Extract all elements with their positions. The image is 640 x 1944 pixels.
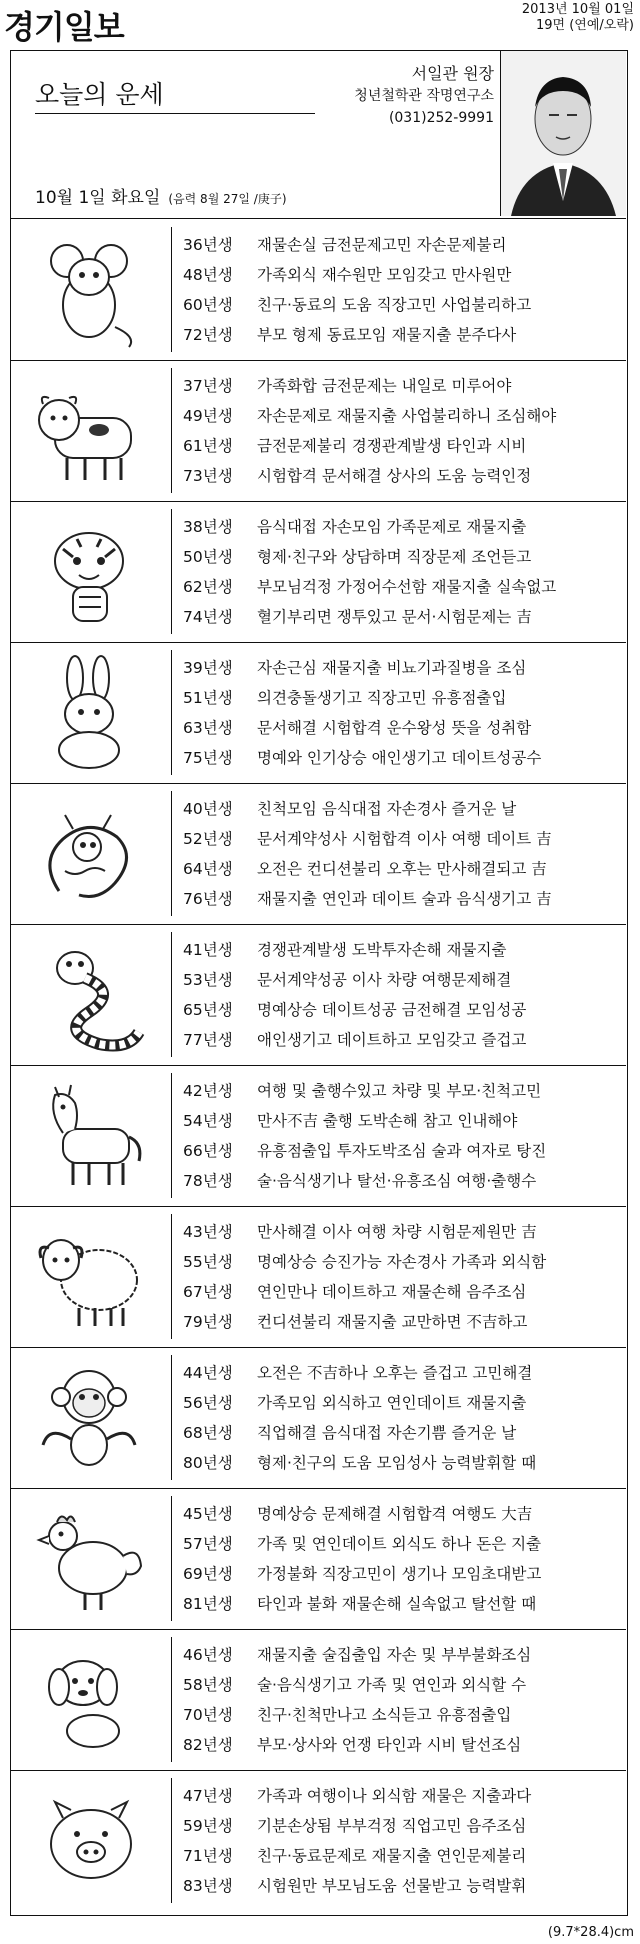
rat-icon xyxy=(19,227,159,353)
row-divider xyxy=(171,650,172,775)
birth-year: 41년생 xyxy=(183,941,233,959)
fortune-line xyxy=(183,748,541,768)
birth-year: 75년생 xyxy=(183,749,233,767)
fortune-line xyxy=(183,376,511,396)
fortune-text: 애인생기고 데이트하고 모임갖고 즐겁고 xyxy=(257,1031,527,1049)
fortune-line xyxy=(183,799,516,819)
portrait-image xyxy=(501,51,626,216)
issue-info xyxy=(522,2,634,34)
fortune-line xyxy=(183,1675,526,1695)
fortune-text: 가족화합 금전문제는 내일로 미루어야 xyxy=(257,377,512,395)
zodiac-row-rat xyxy=(11,219,626,361)
birth-year: 77년생 xyxy=(183,1031,233,1049)
fortune-line xyxy=(183,1846,526,1866)
horse-icon xyxy=(19,1073,159,1199)
tiger-icon xyxy=(19,509,159,635)
fortune-text: 친척모임 음식대접 자손경사 즐거운 날 xyxy=(257,800,517,818)
lunar-date: (음력 8월 27일 /庚子) xyxy=(168,192,287,206)
fortune-text: 만사해결 이사 여행 차량 시험문제원만 吉 xyxy=(257,1223,537,1241)
fortune-line xyxy=(183,466,531,486)
fortune-text: 술·음식생기고 가족 및 연인과 외식할 수 xyxy=(257,1676,527,1694)
author-portrait xyxy=(500,51,626,216)
fortune-text: 컨디션불리 재물지출 교만하면 不吉하고 xyxy=(257,1313,528,1331)
fortune-line xyxy=(183,607,532,627)
fortune-text: 형제·친구와 상담하며 직장문제 조언듣고 xyxy=(257,548,532,566)
row-divider xyxy=(171,1355,172,1480)
row-divider xyxy=(171,509,172,634)
birth-year: 58년생 xyxy=(183,1676,233,1694)
monkey-icon xyxy=(19,1355,159,1481)
horoscope-frame xyxy=(10,50,628,1916)
rooster-icon xyxy=(19,1496,159,1622)
size-note: (9.7*28.4)cm xyxy=(547,1925,634,1940)
fortune-text: 형제·친구의 도움 모임성사 능력발휘할 때 xyxy=(257,1454,537,1472)
birth-year: 80년생 xyxy=(183,1454,233,1472)
birth-year: 47년생 xyxy=(183,1787,233,1805)
zodiac-row-sheep xyxy=(11,1206,626,1348)
birth-year: 70년생 xyxy=(183,1706,233,1724)
fortune-text: 부모님걱정 가정어수선함 재물지출 실속없고 xyxy=(257,578,557,596)
row-divider xyxy=(171,1778,172,1903)
fortune-text: 가족과 여행이나 외식함 재물은 지출과다 xyxy=(257,1787,532,1805)
fortune-line xyxy=(183,1252,546,1272)
zodiac-row-pig xyxy=(11,1770,626,1911)
fortune-line xyxy=(183,1030,526,1050)
birth-year: 49년생 xyxy=(183,407,233,425)
solar-date: 10월 1일 화요일 xyxy=(35,188,161,208)
fortune-line xyxy=(183,436,526,456)
fortune-text: 기분손상됨 부부걱정 직업고민 음주조심 xyxy=(257,1817,527,1835)
birth-year: 67년생 xyxy=(183,1283,233,1301)
fortune-text: 친구·친척만나고 소식듣고 유흥점출입 xyxy=(257,1706,512,1724)
birth-year: 73년생 xyxy=(183,467,233,485)
fortune-line xyxy=(183,1705,511,1725)
row-divider xyxy=(171,1214,172,1339)
birth-year: 44년생 xyxy=(183,1364,233,1382)
birth-year: 78년생 xyxy=(183,1172,233,1190)
fortune-text: 경쟁관계발생 도박투자손해 재물지출 xyxy=(257,941,507,959)
fortune-text: 문서계약성공 이사 차량 여행문제해결 xyxy=(257,971,512,989)
issue-page: 19면 (연예/오락) xyxy=(536,18,634,33)
birth-year: 72년생 xyxy=(183,326,233,344)
fortune-line xyxy=(183,517,526,537)
rabbit-icon xyxy=(19,650,159,776)
fortune-line xyxy=(183,1735,521,1755)
fortune-line xyxy=(183,295,531,315)
zodiac-row-ox xyxy=(11,360,626,502)
zodiac-row-horse xyxy=(11,1065,626,1207)
title-underline xyxy=(35,113,315,114)
fortune-line xyxy=(183,265,511,285)
birth-year: 61년생 xyxy=(183,437,233,455)
fortune-text: 자손문제로 재물지출 사업불리하니 조심해야 xyxy=(257,407,557,425)
zodiac-row-rooster xyxy=(11,1488,626,1630)
fortune-text: 명예상승 승진가능 자손경사 가족과 외식함 xyxy=(257,1253,547,1271)
fortune-text: 의견충돌생기고 직장고민 유흥점출입 xyxy=(257,689,507,707)
fortune-text: 친구·동료문제로 재물지출 연인문제불리 xyxy=(257,1847,527,1865)
birth-year: 37년생 xyxy=(183,377,233,395)
fortune-line xyxy=(183,406,556,426)
birth-year: 79년생 xyxy=(183,1313,233,1331)
fortune-line xyxy=(183,1222,537,1242)
zodiac-row-dragon xyxy=(11,783,626,925)
fortune-text: 시험합격 문서해결 상사의 도움 능력인정 xyxy=(257,467,532,485)
fortune-line xyxy=(183,940,506,960)
page-title: 오늘의 운세 xyxy=(35,80,164,109)
fortune-line xyxy=(183,688,506,708)
fortune-text: 연인만나 데이트하고 재물손해 음주조심 xyxy=(257,1283,527,1301)
birth-year: 71년생 xyxy=(183,1847,233,1865)
fortune-line xyxy=(183,1000,526,1020)
birth-year: 45년생 xyxy=(183,1505,233,1523)
fortune-text: 명예와 인기상승 애인생기고 데이트성공수 xyxy=(257,749,542,767)
fortune-line xyxy=(183,1282,526,1302)
fortune-line xyxy=(183,235,506,255)
horoscope-date xyxy=(35,183,287,208)
fortune-line xyxy=(183,577,556,597)
row-divider xyxy=(171,368,172,493)
fortune-text: 가족 및 연인데이트 외식도 하나 돈은 지출 xyxy=(257,1535,542,1553)
fortune-text: 만사不吉 출행 도박손해 참고 인내해야 xyxy=(257,1112,518,1130)
fortune-line xyxy=(183,1453,536,1473)
fortune-text: 술·음식생기나 탈선·유흥조심 여행·출행수 xyxy=(257,1172,537,1190)
row-divider xyxy=(171,1637,172,1762)
fortune-text: 직업해결 음식대접 자손기쁨 즐거운 날 xyxy=(257,1424,517,1442)
fortune-text: 음식대접 자손모임 가족문제로 재물지출 xyxy=(257,518,527,536)
fortune-line xyxy=(183,1111,517,1131)
sheep-icon xyxy=(19,1214,159,1340)
fortune-text: 문서계약성사 시험합격 이사 여행 데이트 吉 xyxy=(257,830,552,848)
fortune-text: 가정불화 직장고민이 생기나 모임초대받고 xyxy=(257,1565,542,1583)
birth-year: 62년생 xyxy=(183,578,233,596)
author-phone: (031)252-9991 xyxy=(388,110,494,126)
fortune-text: 부모·상사와 언쟁 타인과 시비 탈선조심 xyxy=(257,1736,522,1754)
fortune-line xyxy=(183,1564,541,1584)
fortune-text: 오전은 不吉하나 오후는 즐겁고 고민해결 xyxy=(257,1364,533,1382)
fortune-line xyxy=(183,829,552,849)
horoscope-header xyxy=(11,51,626,219)
birth-year: 39년생 xyxy=(183,659,233,677)
masthead xyxy=(0,0,640,44)
row-divider xyxy=(171,791,172,916)
fortune-text: 명예상승 문제해결 시험합격 여행도 大吉 xyxy=(257,1505,533,1523)
fortune-line xyxy=(183,970,511,990)
birth-year: 54년생 xyxy=(183,1112,233,1130)
birth-year: 76년생 xyxy=(183,890,233,908)
author-info xyxy=(354,63,494,129)
birth-year: 40년생 xyxy=(183,800,233,818)
fortune-line xyxy=(183,658,526,678)
fortune-line xyxy=(183,1393,526,1413)
fortune-text: 유흥점출입 투자도박조심 술과 여자로 탕진 xyxy=(257,1142,547,1160)
birth-year: 81년생 xyxy=(183,1595,233,1613)
zodiac-row-rabbit xyxy=(11,642,626,784)
zodiac-row-snake xyxy=(11,924,626,1066)
birth-year: 60년생 xyxy=(183,296,233,314)
fortune-line xyxy=(183,1363,532,1383)
fortune-line xyxy=(183,1816,526,1836)
fortune-line xyxy=(183,1504,532,1524)
zodiac-row-dog xyxy=(11,1629,626,1771)
fortune-line xyxy=(183,1645,531,1665)
birth-year: 69년생 xyxy=(183,1565,233,1583)
fortune-text: 금전문제불리 경쟁관계발생 타인과 시비 xyxy=(257,437,527,455)
fortune-line xyxy=(183,1312,527,1332)
zodiac-row-monkey xyxy=(11,1347,626,1489)
fortune-text: 여행 및 출행수있고 차량 및 부모·친척고민 xyxy=(257,1082,542,1100)
birth-year: 63년생 xyxy=(183,719,233,737)
birth-year: 46년생 xyxy=(183,1646,233,1664)
fortune-text: 가족모임 외식하고 연인데이트 재물지출 xyxy=(257,1394,527,1412)
birth-year: 65년생 xyxy=(183,1001,233,1019)
birth-year: 59년생 xyxy=(183,1817,233,1835)
fortune-line xyxy=(183,1594,536,1614)
birth-year: 56년생 xyxy=(183,1394,233,1412)
author-organization: 청년철학관 작명연구소 xyxy=(354,88,494,104)
fortune-text: 혈기부리면 쟁투있고 문서·시험문제는 吉 xyxy=(257,608,532,626)
ox-icon xyxy=(19,368,159,494)
dog-icon xyxy=(19,1637,159,1763)
birth-year: 66년생 xyxy=(183,1142,233,1160)
fortune-text: 재물지출 술집출입 자손 및 부부불화조심 xyxy=(257,1646,532,1664)
birth-year: 48년생 xyxy=(183,266,233,284)
birth-year: 83년생 xyxy=(183,1877,233,1895)
birth-year: 38년생 xyxy=(183,518,233,536)
fortune-line xyxy=(183,1081,541,1101)
fortune-line xyxy=(183,1786,531,1806)
dragon-icon xyxy=(19,791,159,917)
fortune-text: 타인과 불화 재물손해 실속없고 탈선할 때 xyxy=(257,1595,537,1613)
birth-year: 50년생 xyxy=(183,548,233,566)
birth-year: 53년생 xyxy=(183,971,233,989)
fortune-text: 명예상승 데이트성공 금전해결 모임성공 xyxy=(257,1001,527,1019)
fortune-line xyxy=(183,1876,526,1896)
fortune-line xyxy=(183,1534,541,1554)
fortune-text: 문서해결 시험합격 운수왕성 뜻을 성취함 xyxy=(257,719,532,737)
birth-year: 64년생 xyxy=(183,860,233,878)
fortune-line xyxy=(183,718,531,738)
birth-year: 43년생 xyxy=(183,1223,233,1241)
fortune-text: 자손근심 재물지출 비뇨기과질병을 조심 xyxy=(257,659,527,677)
author-name: 서일관 원장 xyxy=(411,64,494,83)
birth-year: 52년생 xyxy=(183,830,233,848)
birth-year: 51년생 xyxy=(183,689,233,707)
pig-icon xyxy=(19,1778,159,1904)
row-divider xyxy=(171,227,172,352)
fortune-line xyxy=(183,1171,536,1191)
fortune-text: 친구·동료의 도움 직장고민 사업불리하고 xyxy=(257,296,532,314)
fortune-text: 시험원만 부모님도움 선물받고 능력발휘 xyxy=(257,1877,527,1895)
issue-date: 2013년 10월 01일 xyxy=(521,2,634,17)
fortune-line xyxy=(183,547,531,567)
birth-year: 55년생 xyxy=(183,1253,233,1271)
row-divider xyxy=(171,1073,172,1198)
birth-year: 82년생 xyxy=(183,1736,233,1754)
fortune-text: 부모 형제 동료모임 재물지출 분주다사 xyxy=(257,326,517,344)
birth-year: 36년생 xyxy=(183,236,233,254)
newspaper-logo: 경기일보 xyxy=(4,8,124,46)
birth-year: 42년생 xyxy=(183,1082,233,1100)
birth-year: 68년생 xyxy=(183,1424,233,1442)
fortune-line xyxy=(183,325,516,345)
zodiac-row-tiger xyxy=(11,501,626,643)
fortune-line xyxy=(183,889,552,909)
fortune-text: 오전은 컨디션불리 오후는 만사해결되고 吉 xyxy=(257,860,547,878)
fortune-line xyxy=(183,1423,516,1443)
fortune-text: 재물손실 금전문제고민 자손문제불리 xyxy=(257,236,507,254)
fortune-text: 가족외식 재수원만 모임갖고 만사원만 xyxy=(257,266,512,284)
fortune-line xyxy=(183,859,547,879)
birth-year: 57년생 xyxy=(183,1535,233,1553)
fortune-line xyxy=(183,1141,546,1161)
row-divider xyxy=(171,1496,172,1621)
snake-icon xyxy=(19,932,159,1058)
birth-year: 74년생 xyxy=(183,608,233,626)
fortune-text: 재물지출 연인과 데이트 술과 음식생기고 吉 xyxy=(257,890,552,908)
row-divider xyxy=(171,932,172,1057)
